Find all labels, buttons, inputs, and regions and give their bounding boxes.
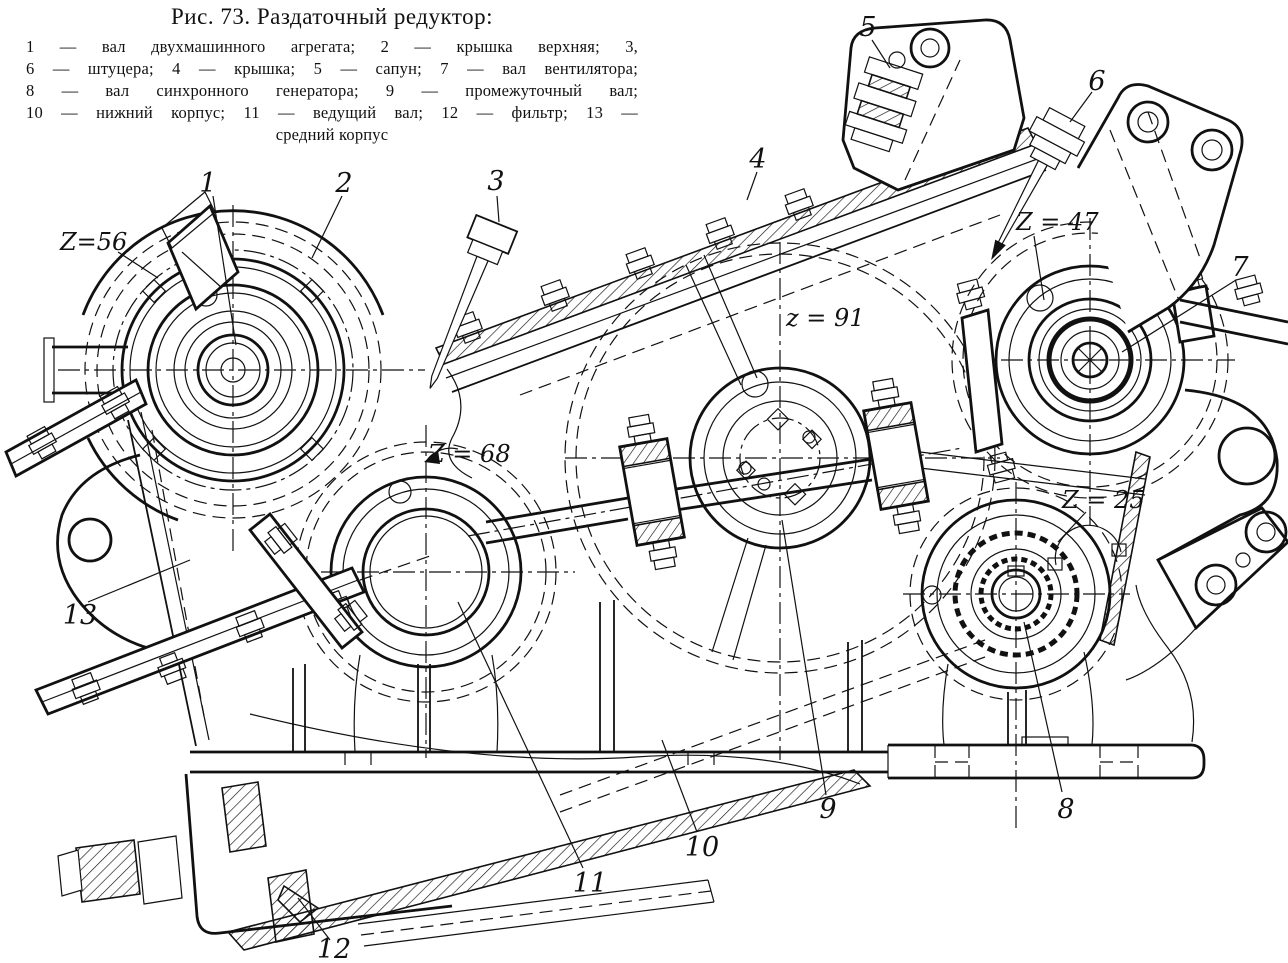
label-z68: Z = 68 xyxy=(428,440,511,468)
callout-2: 2 xyxy=(335,168,353,199)
gear-z25-generator-shaft xyxy=(903,482,1130,828)
legend-line-2: 6 — штуцера; 4 — крышка; 5 — сапун; 7 — вал вентилятора; xyxy=(26,59,638,78)
mount-bracket-left xyxy=(842,20,1024,190)
callout-7: 7 xyxy=(1231,252,1249,283)
callout-13: 13 xyxy=(62,600,98,631)
callout-10: 10 xyxy=(684,832,720,863)
legend-line-3: 8 — вал синхронного генератора; 9 — промежуточный вал; xyxy=(26,81,638,100)
callout-11: 11 xyxy=(572,868,608,899)
callout-9: 9 xyxy=(819,794,837,825)
figure-caption xyxy=(26,4,638,146)
legend-line-1: 1 — вал двухмашинного агрегата; 2 — крышка верхняя; 3, xyxy=(26,37,638,56)
callout-5: 5 xyxy=(859,12,877,43)
label-z25: Z = 25 xyxy=(1062,486,1145,514)
callout-4: 4 xyxy=(749,144,767,175)
label-z56: Z=56 xyxy=(60,228,128,256)
figure-title: Рис. 73. Раздаточный редуктор: xyxy=(171,4,493,29)
callout-1: 1 xyxy=(199,168,217,199)
legend-line-5: средний корпус xyxy=(275,125,389,144)
label-z47: Z = 47 xyxy=(1016,208,1099,236)
bearing-mount-left xyxy=(615,412,689,572)
label-z91: z = 91 xyxy=(786,304,865,332)
callout-12: 12 xyxy=(316,934,352,963)
callout-3: 3 xyxy=(487,166,505,197)
top-cover-plate xyxy=(436,128,1046,478)
mount-bracket-right xyxy=(1078,85,1242,333)
legend-line-4: 10 — нижний корпус; 11 — ведущий вал; 12 — фильтр; 13 — xyxy=(26,103,638,122)
callout-8: 8 xyxy=(1057,794,1075,825)
callout-6: 6 xyxy=(1088,66,1106,97)
oil-level-pin xyxy=(410,215,517,397)
